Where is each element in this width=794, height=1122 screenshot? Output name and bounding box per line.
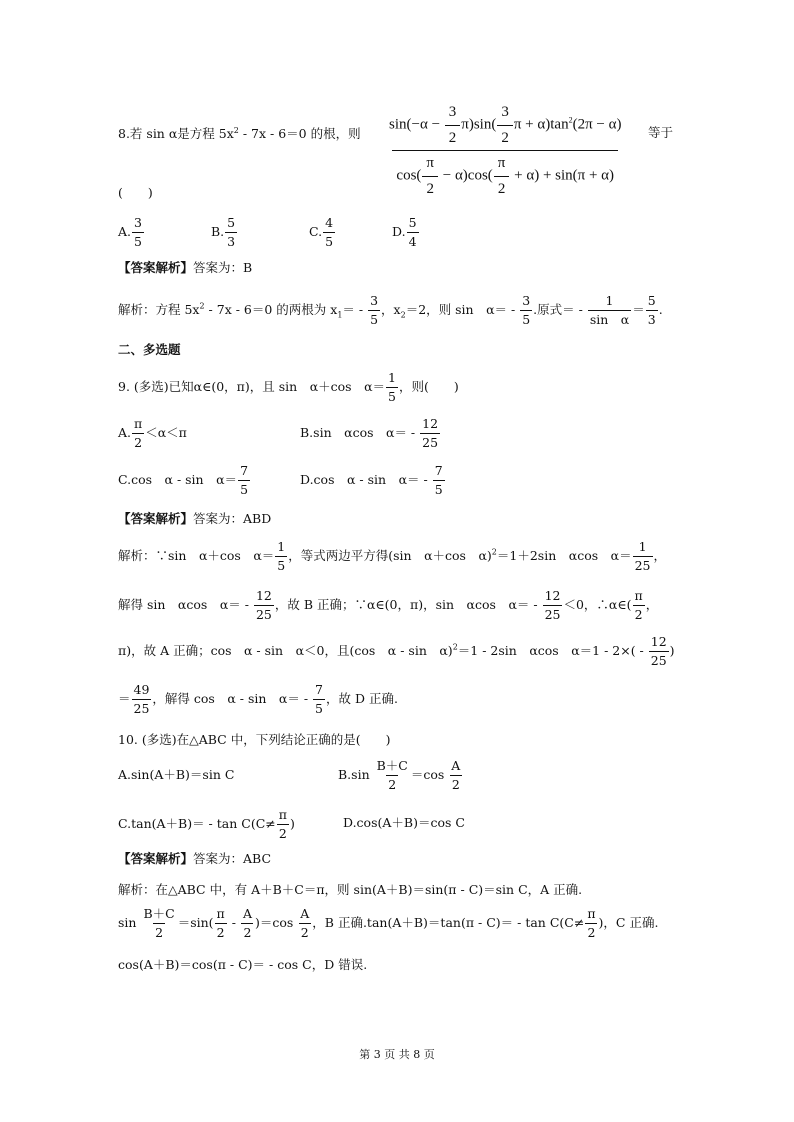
q8-option-a: A. $\frac{3}{5}$ — [118, 215, 142, 249]
q9-stem: 9. (多选)已知α∈(0，π)，且 sin α＋cos α＝ $\frac{1}{5}$ ，则( ) — [118, 370, 459, 404]
q8-stem: 8.若 sin α是方程 $5x^2 - 7x - 6=0$ 的根，则 — [118, 126, 361, 142]
q10-option-d: D.cos(A＋B)＝cos C — [343, 815, 465, 830]
q10-analysis-line-3: cos(A＋B)＝cos(π - C)＝ - cos C，D 错误. — [118, 957, 368, 972]
q8-after: 等于 — [648, 125, 674, 140]
q8-expression — [385, 104, 625, 197]
q10-option-a: A.sin(A＋B)＝sin C — [118, 767, 235, 782]
q9-analysis-line-4: ＝ $\frac{49}{25}$ ，解得 cos α - sin α＝ - $\frac{7}{5}$ ，故 D 正确. — [118, 682, 398, 716]
q8-analysis: 解析：方程 $5x^2 - 7x - 6=0$ 的两根为 $x_1=$ - $\frac{3}{5}$ ，$x_2=2$，则 sin α＝ - $\frac{3}{5}$ .原式＝ - $\frac{1}{\text{sin α}}$ ＝ $\frac{5}{3}$ . — [118, 293, 663, 327]
q10-option-c: C.tan(A＋B)＝ - tan C(C≠ $\frac{\pi}{2}$ ) — [118, 807, 295, 841]
q8-blank: ( ) — [118, 185, 153, 200]
q9-option-d: D.cos α - sin α＝ - $\frac{7}{5}$ — [300, 463, 443, 497]
q8-expr-numerator: sin(−α − $\frac{3}{2}$ π)sin( $\frac{3}{2}$ $\pi + \alpha)\tan^2(2\pi - \alpha)$ — [389, 104, 622, 146]
q10-answer: 【答案解析】答案为：ABC — [118, 851, 272, 866]
q9-analysis-line-3: π)，故 A 正确；cos α - sin α＜0，且(cos α - sin α)$^2$＝1 - 2sin αcos α＝1 - 2×( - $\frac{12}{25}$ ) — [118, 634, 675, 668]
q10-option-b: B.sin $\frac{B+C}{2}$ ＝cos $\frac{A}{2}$ — [338, 758, 461, 792]
q10-stem: 10. (多选)在△ABC 中，下列结论正确的是( ) — [118, 732, 391, 747]
q8-option-d: D. $\frac{5}{4}$ — [392, 215, 417, 249]
q9-option-c: C.cos α - sin α＝ $\frac{7}{5}$ — [118, 463, 249, 497]
q9-answer: 【答案解析】答案为：ABD — [118, 511, 272, 526]
q9-analysis-line-2: 解得 sin αcos α＝ - $\frac{12}{25}$ ，故 B 正确；∵α∈(0，π)，sin αcos α＝ - $\frac{12}{25}$ ＜0，∴α∈( $\frac{\pi}{2}$ ， — [118, 588, 659, 622]
q8-expr-denominator: cos( $\frac{\pi}{2}$ − α)cos( $\frac{\pi}{2}$ + α) + sin(π + α) — [392, 150, 618, 197]
page-footer: 第 3 页 共 8 页 — [359, 1048, 435, 1061]
q8-option-b: B. $\frac{5}{3}$ — [211, 215, 236, 249]
q9-analysis-line-1: 解析：∵sin α＋cos α＝ $\frac{1}{5}$ ，等式两边平方得(sin α＋cos α)$^2$＝1＋2sin αcos α＝ $\frac{1}{25}$ ， — [118, 539, 667, 573]
q8-answer: 【答案解析】答案为：B — [118, 260, 253, 275]
q9-option-a: A. $\frac{\pi}{2}$ ＜α＜π — [118, 416, 187, 450]
q10-analysis-line-1: 解析：在△ABC 中，有 A＋B＋C＝π，则 sin(A＋B)＝sin(π - C)＝sin C，A 正确. — [118, 882, 583, 897]
section-title-multi-choice: 二、多选题 — [118, 342, 181, 357]
q8-option-c: C. $\frac{4}{5}$ — [309, 215, 334, 249]
q10-analysis-line-2: sin $\frac{B+C}{2}$ ＝sin( $\frac{\pi}{2}$ - $\frac{A}{2}$ )＝cos $\frac{A}{2}$ ，B 正确.tan(A＋B)＝tan(π - C)＝ - tan C(C≠ $\frac{\pi}{2}$ )，C 正确. — [118, 906, 659, 940]
q9-option-b: B.sin αcos α＝ - $\frac{12}{25}$ — [300, 416, 439, 450]
